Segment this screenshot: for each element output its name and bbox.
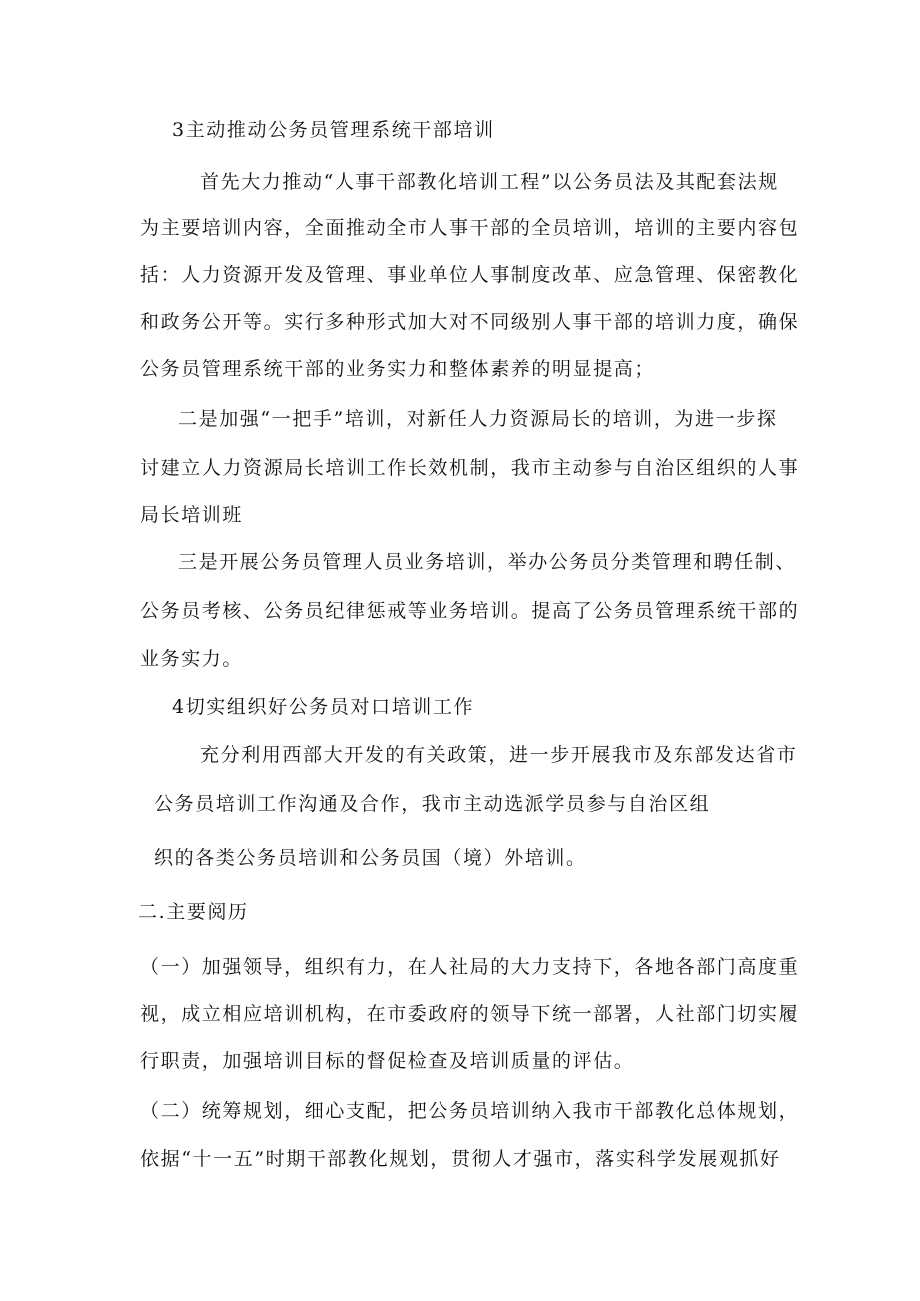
section-3-para-2-line-3: 局长培训班 [140,504,244,526]
part-2-para-2-line-2: 依据“十一五”时期干部教化规划，贯彻人才强市，落实科学发展观抓好 [140,1148,781,1170]
section-3-para-1-line-1: 首先大力推动“人事干部教化培训工程”以公务员法及其配套法规 [200,171,779,193]
part-2-title: 二.主要阅历 [138,901,249,923]
section-3-title: 3主动推动公务员管理系统干部培训 [172,119,495,141]
section-3-para-3-line-1: 三是开展公务员管理人员业务培训，举办公务员分类管理和聘任制、 [178,551,797,573]
section-3-para-1-line-5: 公务员管理系统干部的业务实力和整体素养的明显提高； [140,358,656,380]
section-3-para-2-line-2: 讨建立人力资源局长培训工作长效机制，我市主动参与自治区组织的人事 [140,457,800,479]
section-4-para-1-line-2: 公务员培训工作沟通及合作，我市主动选派学员参与自治区组 [154,793,711,815]
section-3-para-3-line-3: 业务实力。 [140,648,244,670]
section-3-para-1-line-2: 为主要培训内容，全面推动全市人事干部的全员培训，培训的主要内容包 [140,217,800,239]
section-3-para-1-line-3: 括：人力资源开发及管理、事业单位人事制度改革、应急管理、保密教化 [140,264,800,286]
section-4-title: 4切实组织好公务员对口培训工作 [172,696,475,718]
section-3-para-1-line-4: 和政务公开等。实行多种形式加大对不同级别人事干部的培训力度，确保 [140,311,800,333]
part-2-para-1-line-3: 行职责，加强培训目标的督促检查及培训质量的评估。 [140,1050,635,1072]
part-2-para-1-line-2: 视，成立相应培训机构，在市委政府的领导下统一部署，人社部门切实履 [140,1003,800,1025]
section-3-para-3-line-2: 公务员考核、公务员纪律惩戒等业务培训。提高了公务员管理系统干部的 [140,600,800,622]
section-4-para-1-line-3: 织的各类公务员培训和公务员国（境）外培训。 [154,847,587,869]
section-4-para-1-line-1: 充分利用西部大开发的有关政策，进一步开展我市及东部发达省市 [200,744,798,766]
part-2-para-2-line-1: （二）统筹规划，细心支配，把公务员培训纳入我市干部教化总体规划， [140,1100,800,1122]
section-3-para-2-line-1: 二是加强“一把手”培训，对新任人力资源局长的培训，为进一步探 [178,408,778,430]
part-2-para-1-line-1: （一）加强领导，组织有力，在人社局的大力支持下，各地各部门高度重 [140,956,800,978]
